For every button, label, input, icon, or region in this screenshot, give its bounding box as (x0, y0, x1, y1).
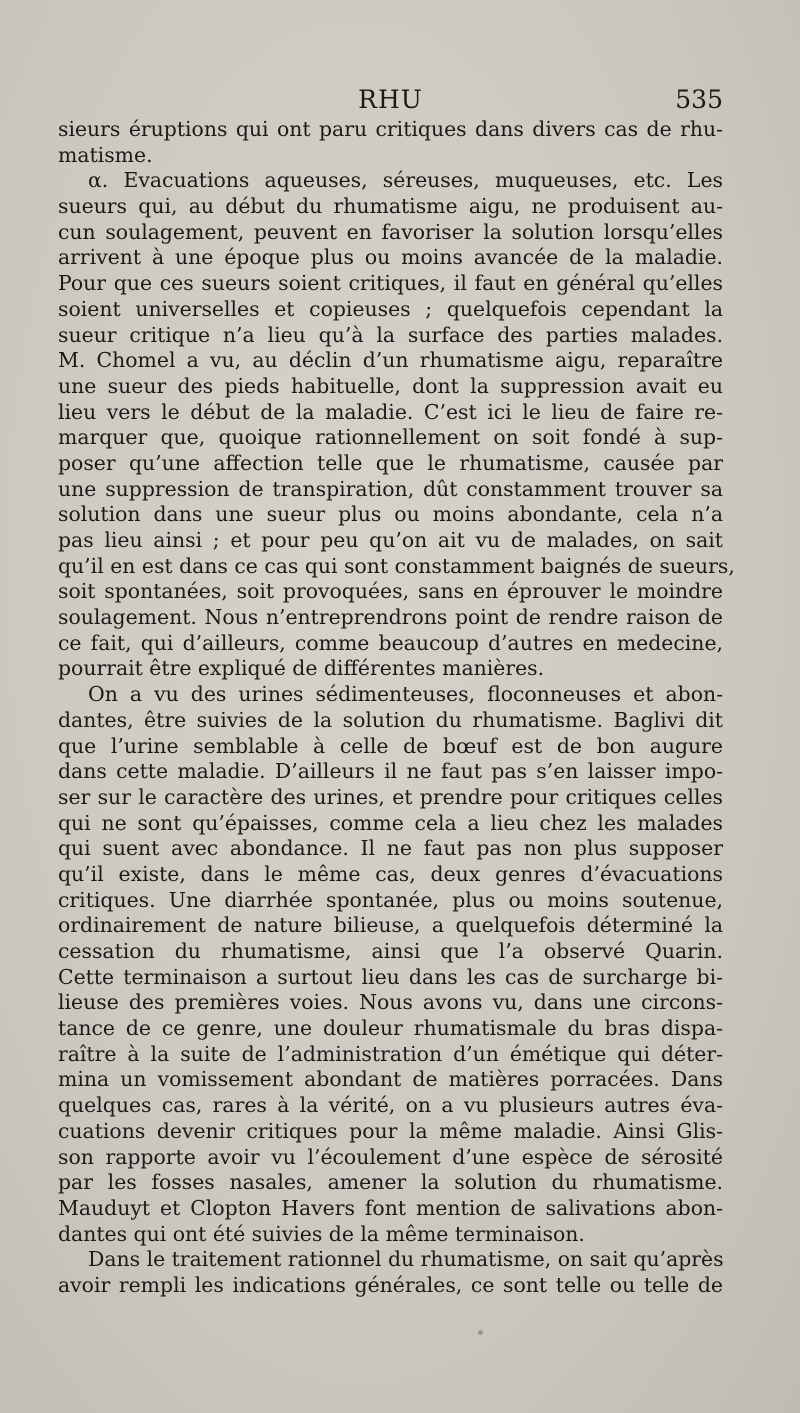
text-line: dantes qui ont été suivies de la même terminaison. (58, 1221, 585, 1246)
text-line: critiques. Une diarrhée spontanée, plus ou moins soutenue, (58, 887, 723, 912)
text-line: raître à la suite de l’administration d’un émétique qui déter- (58, 1041, 723, 1066)
text-line: soient universelles et copieuses ; quelquefois cependant la (58, 296, 723, 321)
text-line: dans cette maladie. D’ailleurs il ne faut pas s’en laisser impo- (58, 759, 723, 784)
text-line: ser sur le caractère des urines, et prendre pour critiques celles (58, 784, 723, 809)
text-line: cessation du rhumatisme, ainsi que l’a observé Quarin. (58, 939, 723, 963)
text-line: avoir rempli les indications générales, ce sont telle ou telle de (58, 1272, 723, 1297)
running-head: RHU (358, 85, 423, 114)
text-line: solution dans une sueur plus ou moins abondante, cela n’a (58, 502, 723, 527)
text-line: qui ne sont qu’épaisses, comme cela a lieu chez les malades (58, 810, 723, 835)
text-line: sueur critique n’a lieu qu’à la surface des parties malades. (58, 322, 723, 347)
text-line: ce fait, qui d’ailleurs, comme beaucoup d’autres en medecine, (58, 630, 723, 655)
text-line: M. Chomel a vu, au déclin d’un rhumatisme aigu, reparaître (58, 348, 723, 373)
text-line: quelques cas, rares à la vérité, on a vu plusieurs autres éva- (58, 1093, 723, 1118)
text-line: sieurs éruptions qui ont paru critiques dans divers cas de rhu- (58, 117, 723, 141)
text-line: soit spontanées, soit provoquées, sans en éprouver le moindre (58, 579, 723, 604)
text-line: une suppression de transpiration, dût constamment trouver sa (58, 476, 723, 501)
text-line: Mauduyt et Clopton Havers font mention de salivations abon- (58, 1195, 723, 1220)
text-line: lieuse des premières voies. Nous avons vu, dans une circons- (58, 990, 723, 1015)
text-line: qui suent avec abondance. Il ne faut pas non plus supposer (58, 836, 723, 861)
text-line: son rapporte avoir vu l’écoulement d’une espèce de sérosité (58, 1144, 723, 1169)
text-line: Dans le traitement rationnel du rhumatisme, on sait qu’après (88, 1247, 724, 1272)
text-line: ordinairement de nature bilieuse, a quelquefois déterminé la (58, 913, 723, 938)
text-line: Cette terminaison a surtout lieu dans les cas de surcharge bi- (58, 964, 723, 989)
text-line: On a vu des urines sédimenteuses, floconneuses et abon- (88, 682, 723, 707)
text-line: par les fosses nasales, amener la solution du rhumatisme. (58, 1170, 723, 1195)
text-line: α. Evacuations aqueuses, séreuses, muqueuses, etc. Les (88, 168, 723, 193)
text-line: marquer que, quoique rationnellement on soit fondé à sup- (58, 425, 723, 450)
text-line: mina un vomissement abondant de matières porracées. Dans (58, 1067, 723, 1092)
text-line: une sueur des pieds habituelle, dont la suppression avait eu (58, 373, 723, 398)
ink-spot (478, 1330, 483, 1335)
text-line: cuations devenir critiques pour la même maladie. Ainsi Glis- (58, 1118, 723, 1143)
text-line: pas lieu ainsi ; et pour peu qu’on ait vu de malades, on sait (58, 528, 723, 552)
text-line: que l’urine semblable à celle de bœuf est de bon augure (58, 733, 723, 758)
text-line: qu’il en est dans ce cas qui sont constamment baignés de sueurs, (58, 553, 735, 578)
text-line: tance de ce genre, une douleur rhumatismale du bras dispa- (58, 1016, 723, 1041)
body-text (58, 117, 735, 1299)
text-line: soulagement. Nous n’entreprendrons point de rendre raison de (58, 605, 723, 630)
text-line: poser qu’une affection telle que le rhumatisme, causée par (58, 450, 723, 475)
text-line: lieu vers le début de la maladie. C’est ici le lieu de faire re- (58, 399, 723, 424)
text-line: dantes, être suivies de la solution du rhumatisme. Baglivi dit (58, 707, 723, 732)
text-line: sueurs qui, au début du rhumatisme aigu, ne produisent au- (58, 194, 723, 219)
page-number: 535 (675, 85, 723, 114)
text-line: arrivent à une époque plus ou moins avancée de la maladie. (58, 245, 723, 270)
text-line: pourrait être expliqué de différentes manières. (58, 656, 545, 681)
page-header (58, 85, 723, 121)
text-line: qu’il existe, dans le même cas, deux genres d’évacuations (58, 861, 723, 886)
text-line: matisme. (58, 142, 153, 167)
text-line: cun soulagement, peuvent en favoriser la solution lorsqu’elles (58, 219, 723, 244)
text-line: Pour que ces sueurs soient critiques, il faut en général qu’elles (58, 271, 723, 296)
